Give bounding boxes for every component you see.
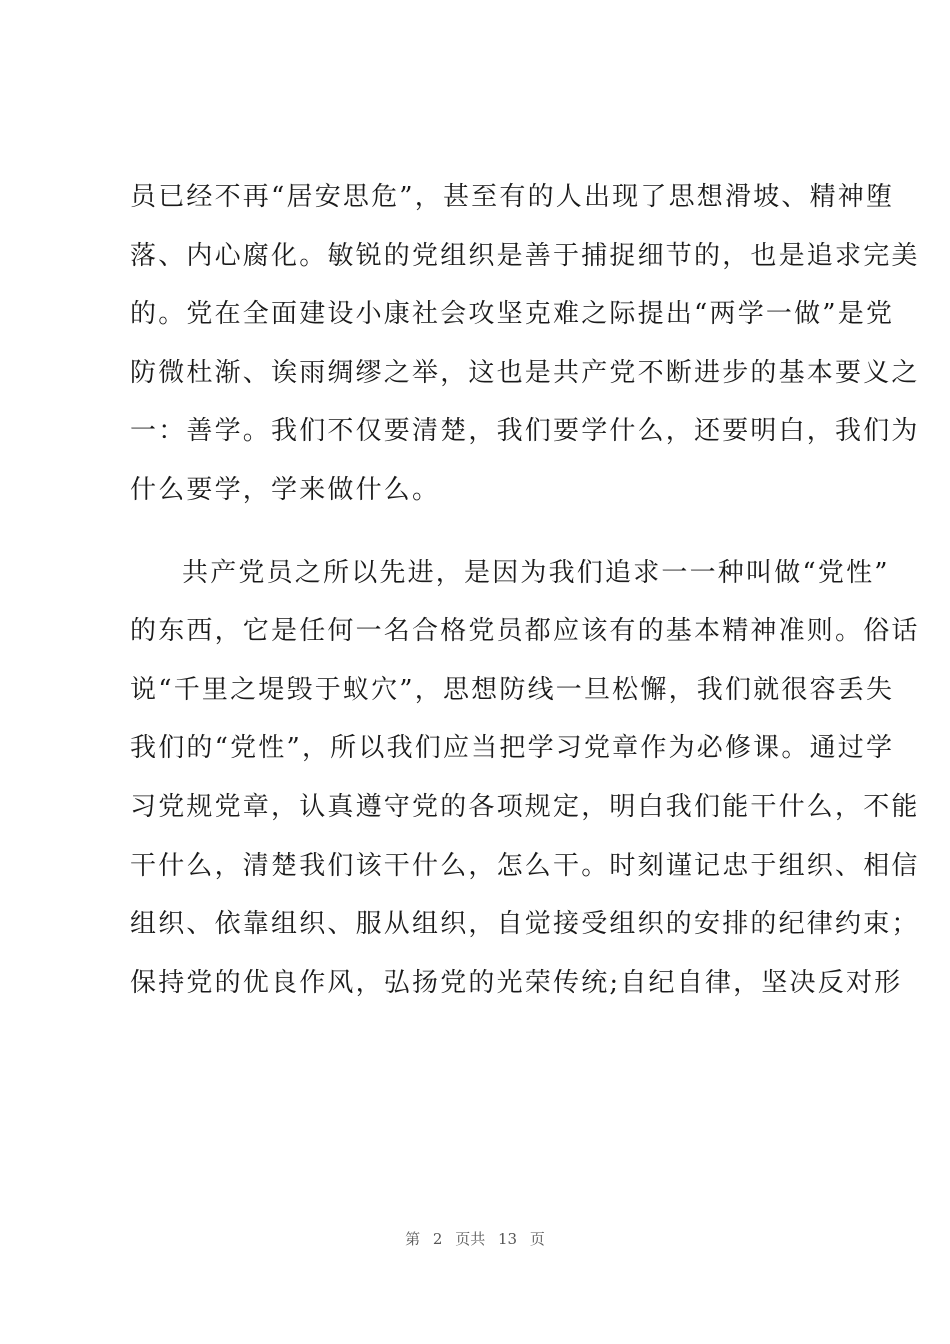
paragraph-1 [130, 168, 920, 520]
text-line: 的。党在全面建设小康社会攻坚克难之际提出“两学一做”是党 [130, 299, 895, 330]
text-line: 习党规党章，认真遵守党的各项规定，明白我们能干什么，不能 [130, 791, 920, 822]
text-line: 什么要学，学来做什么。 [130, 474, 441, 505]
text-line: 一：善学。我们不仅要清楚，我们要学什么，还要明白，我们为 [130, 416, 920, 447]
text-line: 我们的“党性”，所以我们应当把学习党章作为必修课。通过学 [130, 733, 895, 764]
paragraph-2 [130, 544, 920, 1013]
text-line: 保持党的优良作风，弘扬党的光荣传统;自纪自律，坚决反对形 [130, 967, 903, 998]
text-line: 员已经不再“居安思危”，甚至有的人出现了思想滑坡、精神堕 [130, 182, 895, 212]
page-footer [0, 1228, 950, 1249]
text-line: 的东西，它是任何一名合格党员都应该有的基本精神准则。俗话 [130, 616, 920, 647]
footer-label-page: 第 [405, 1230, 421, 1248]
footer-label-pages: 页 [529, 1230, 545, 1248]
text-line: 落、内心腐化。敏锐的党组织是善于捕捉细节的，也是追求完美 [130, 240, 920, 271]
text-line: 共产党员之所以先进，是因为我们追求一一种叫做“党性” [182, 557, 890, 588]
footer-current-page: 2 [432, 1230, 443, 1248]
document-body [130, 168, 920, 1012]
text-line: 干什么，清楚我们该干什么，怎么干。时刻谨记忠于组织、相信 [130, 850, 920, 881]
footer-label-of: 页共 [455, 1230, 486, 1248]
text-line: 组织、依靠组织、服从组织，自觉接受组织的安排的纪律约束； [130, 909, 920, 940]
text-line: 说“千里之堤毁于蚁穴”，思想防线一旦松懈，我们就很容丢失 [130, 674, 895, 705]
text-line: 防微杜渐、诶雨绸缪之举，这也是共产党不断进步的基本要义之 [130, 357, 920, 388]
footer-total-pages: 13 [498, 1230, 518, 1248]
